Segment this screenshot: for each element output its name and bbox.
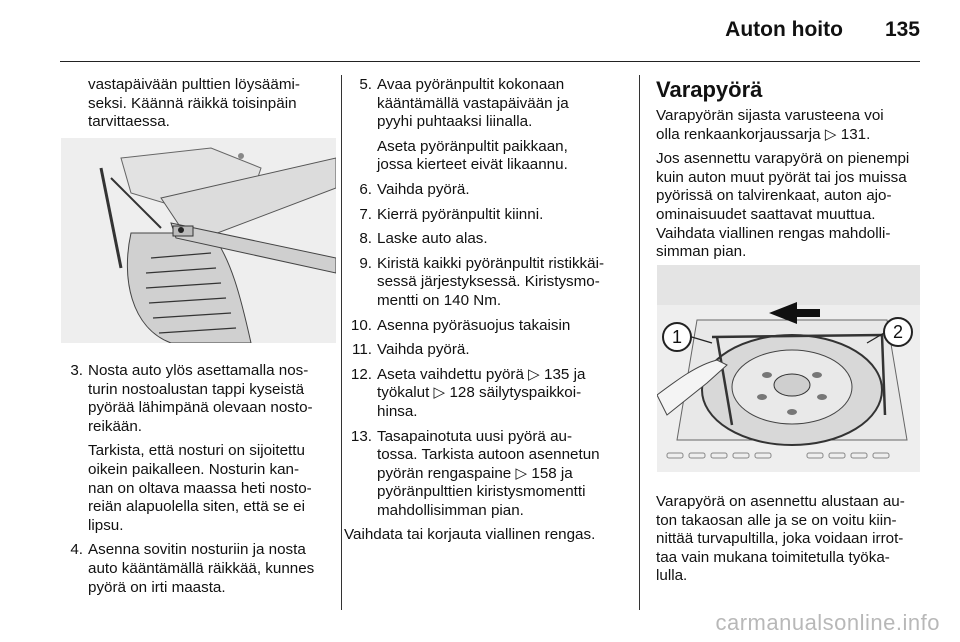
header-rule [60,61,920,62]
callout-1: 1 [662,322,692,352]
item-text: Avaa pyöränpultit kokonaan kääntämällä vastapäivään ja pyyhi puhtaaksi liinalla. [377,76,569,131]
list-item [350,206,635,225]
item-number: 9. [359,254,372,272]
page-header [725,18,920,42]
item-text: Tasapainotuta uusi pyörä au- tossa. Tarkista autoon asennetun pyörän rengaspaine ▷ 158 ja pyöränpulttien kiristysmomentti mahdollisimman pian. [377,427,600,519]
list-item [350,428,635,521]
item-subtext: Aseta pyöränpultit paikkaan, jossa kierteet eivät likaannu. [377,137,568,174]
item-number: 5. [359,76,372,93]
callout-2: 2 [883,317,913,347]
list-item [350,230,635,249]
item-subtext: Tarkista, että nosturi on sijoitettu oikein paikalleen. Nosturin kan- nan on oltava maassa heti nosto- reiän alapuolella siten, että se ei lipsu. [88,442,312,534]
section-heading: Varapyörä [656,77,763,102]
item-number: 13. [350,427,372,445]
item-text: Kiristä kaikki pyöränpultit ristikkäi- sessä järjestyksessä. Kiristysmo- mentti on 140 Nm. [377,254,605,309]
paragraph-1: Varapyörän sijasta varusteena voi olla renkaankorjaussarja ▷ 131. [656,107,884,143]
list-item [350,366,635,422]
item-text: Vaihda pyörä. [377,180,470,198]
list-item [350,255,635,311]
item-text: Laske auto alas. [377,230,488,248]
column-divider-1 [341,75,342,610]
item-text: Vaihda pyörä. [377,341,470,359]
spare-wheel-drawing [657,265,920,472]
left-intro: vastapäivään pulttien löysäämi- seksi. Käännä räikkä toisinpäin tarvittaessa. [88,76,300,131]
watermark: carmanualsonline.info [715,610,940,635]
item-text: Kierrä pyöränpultit kiinni. [377,205,544,223]
spare-wheel-section [656,78,926,268]
left-steps [61,362,333,603]
paragraph-2: Jos asennettu varapyörä on pienempi kuin auton muut pyörät tai jos muissa pyörissä on talvirenkaat, auton ajo- ominaisuudet saattavat muuttua. Vaihdata viallinen rengas mahdolli- simman pian. [656,150,910,261]
item-number: 11. [352,341,372,359]
item-number: 4. [70,541,83,559]
spare-wheel-illustration [657,265,920,472]
column-divider-2 [639,75,640,610]
list-item [350,76,635,175]
section-title: Auton hoito [725,18,843,41]
item-number: 7. [359,205,372,223]
item-number: 3. [70,362,83,379]
item-number: 10. [350,316,372,334]
list-item [350,317,635,336]
page-number: 135 [884,18,920,41]
item-text: Asenna pyöräsuojus takaisin [377,316,571,334]
item-number: 6. [359,180,372,198]
list-item [61,362,333,535]
item-text: Aseta vaihdettu pyörä ▷ 135 ja työkalut ▷ 128 säilytyspaikkoi- hinsa. [377,365,586,420]
paragraph-3: Varapyörä on asennettu alustaan au- ton takaosan alle ja se on voitu kiin- nittää turvapultilla, joka voidaan irrot- taa vain mukana toimitetulla työka- lulla. [656,493,905,585]
item-number: 8. [359,230,372,248]
item-text: Asenna sovitin nosturiin ja nosta auto kääntämällä räikkää, kunnes pyörä on irti maasta. [88,541,315,596]
middle-steps [344,76,635,551]
item-text: Nosta auto ylös asettamalla nos- turin nostoalustan tappi kyseistä pyörää lähimpänä olevaan nosto- reikään. [88,362,313,435]
list-item [350,341,635,360]
list-item [350,181,635,200]
jack-drawing [61,138,336,343]
closing-text: Vaihdata tai korjauta viallinen rengas. [344,526,596,544]
list-item [61,541,333,597]
jack-illustration [61,138,336,343]
item-number: 12. [350,365,372,383]
